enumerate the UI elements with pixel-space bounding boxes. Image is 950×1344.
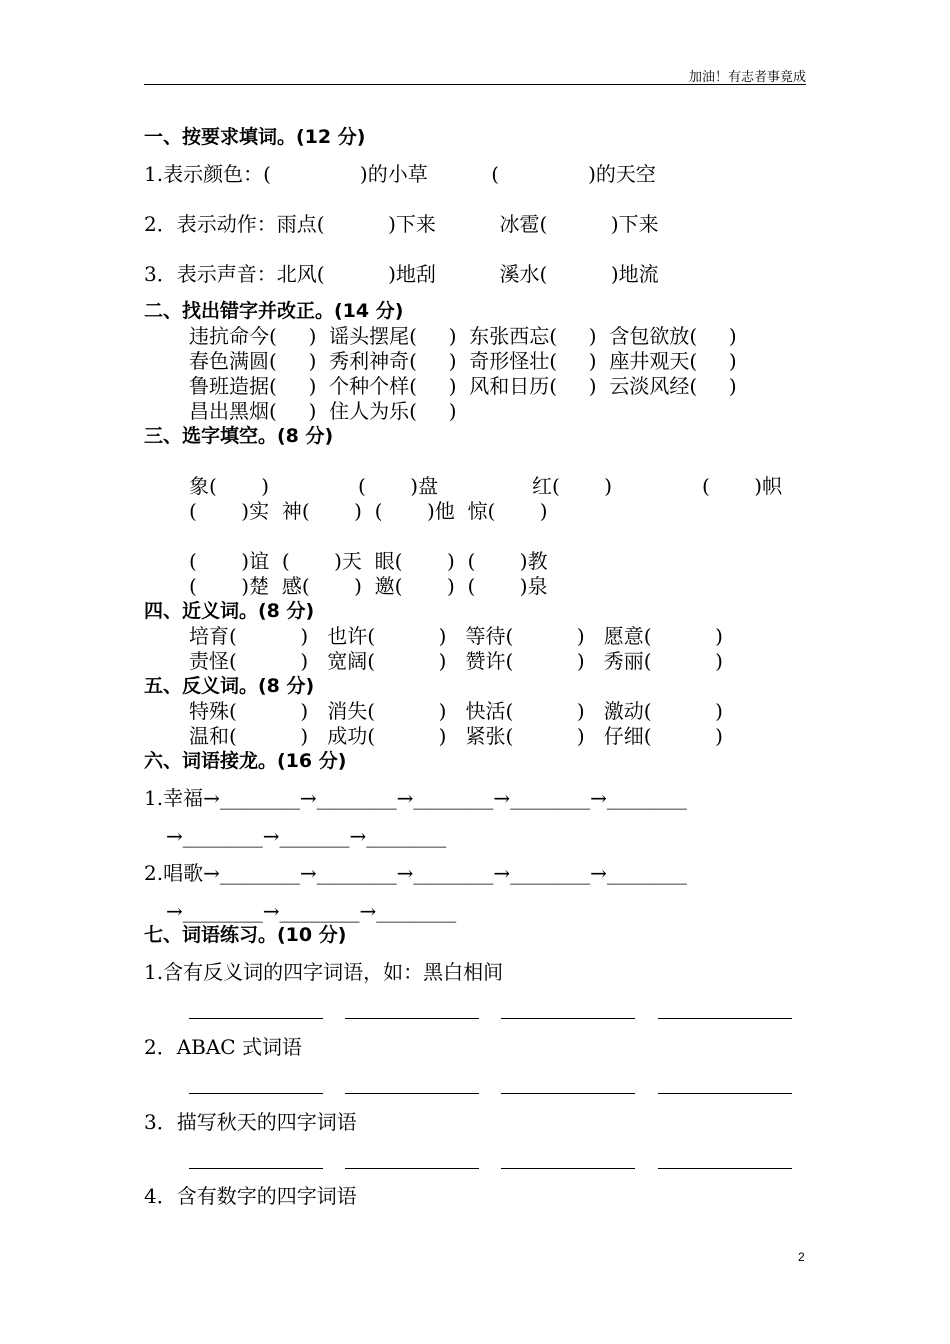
header-motto: 加油！有志者事竟成 [688,70,806,85]
s3-item-a2: ( )盘 [358,474,439,498]
s6-chain-1-cont: →________→_______→________ [166,824,447,848]
s5-row-1: 特殊( ) 消失( ) 快活( ) 激动( ) [189,699,723,723]
s3-item-a4: ( )帜 [702,474,783,498]
answer-line [658,1018,792,1019]
s7-question-4: 4．含有数字的四字词语 [144,1184,357,1208]
s5-row-2: 温和( ) 成功( ) 紧张( ) 仔细( ) [189,724,723,748]
answer-line [501,1018,635,1019]
s2-row-2: 春色满圆( ) 秀利神奇( ) 奇形怪壮( ) 座井观天( ) [189,349,737,373]
answer-line [189,1168,323,1169]
s7-question-1: 1.含有反义词的四字词语，如：黑白相间 [144,960,504,984]
section-6-title: 六、词语接龙。(16 分) [144,750,347,772]
s3-item-a1: 象( ) [189,474,270,498]
header-rule [144,84,806,85]
s6-chain-2: 2.唱歌→________→________→________→________→________ [144,861,687,885]
s1-line-1: 1.表示颜色：( )的小草 ( )的天空 [144,162,656,186]
s7-question-3: 3．描写秋天的四字词语 [144,1110,357,1134]
s4-row-2: 责怪( ) 宽阔( ) 赞许( ) 秀丽( ) [189,649,723,673]
s3-row-c1: ( )谊 ( )天 眼( ) ( )教 [189,549,548,573]
s6-chain-2-cont: →________→________→________ [166,899,457,923]
s2-row-3: 鲁班造据( ) 个种个样( ) 风和日历( ) 云淡风经( ) [189,374,737,398]
section-3-title: 三、选字填空。(8 分) [144,425,334,447]
answer-line [345,1168,479,1169]
s1-line-2: 2．表示动作：雨点( )下来 冰雹( )下来 [144,212,659,236]
section-2-title: 二、找出错字并改正。(14 分) [144,300,404,322]
s6-chain-1: 1.幸福→________→________→________→________→________ [144,786,687,810]
answer-line [345,1018,479,1019]
section-5-title: 五、反义词。(8 分) [144,675,315,697]
section-1-title: 一、按要求填词。(12 分) [144,126,366,148]
section-4-title: 四、近义词。(8 分) [144,600,315,622]
answer-line [345,1093,479,1094]
s3-row-c2: ( )楚 感( ) 邀( ) ( )泉 [189,574,548,598]
answer-line [189,1093,323,1094]
s1-line-3: 3．表示声音：北风( )地刮 溪水( )地流 [144,262,659,286]
s3-item-a3: 红( ) [532,474,613,498]
s2-row-4: 昌出黑烟( ) 住人为乐( ) [189,399,457,423]
answer-line [501,1168,635,1169]
page-number: 2 [798,1250,805,1264]
s3-row-b1: ( )实 神( ) ( )他 惊( ) [189,499,548,523]
s7-question-2: 2．ABAC 式词语 [144,1035,302,1059]
s4-row-1: 培育( ) 也许( ) 等待( ) 愿意( ) [189,624,723,648]
answer-line [501,1093,635,1094]
answer-line [189,1018,323,1019]
s2-row-1: 违抗命今( ) 谣头摆尾( ) 东张西忘( ) 含包欲放( ) [189,324,737,348]
answer-line [658,1093,792,1094]
answer-line [658,1168,792,1169]
section-7-title: 七、词语练习。(10 分) [144,924,347,946]
